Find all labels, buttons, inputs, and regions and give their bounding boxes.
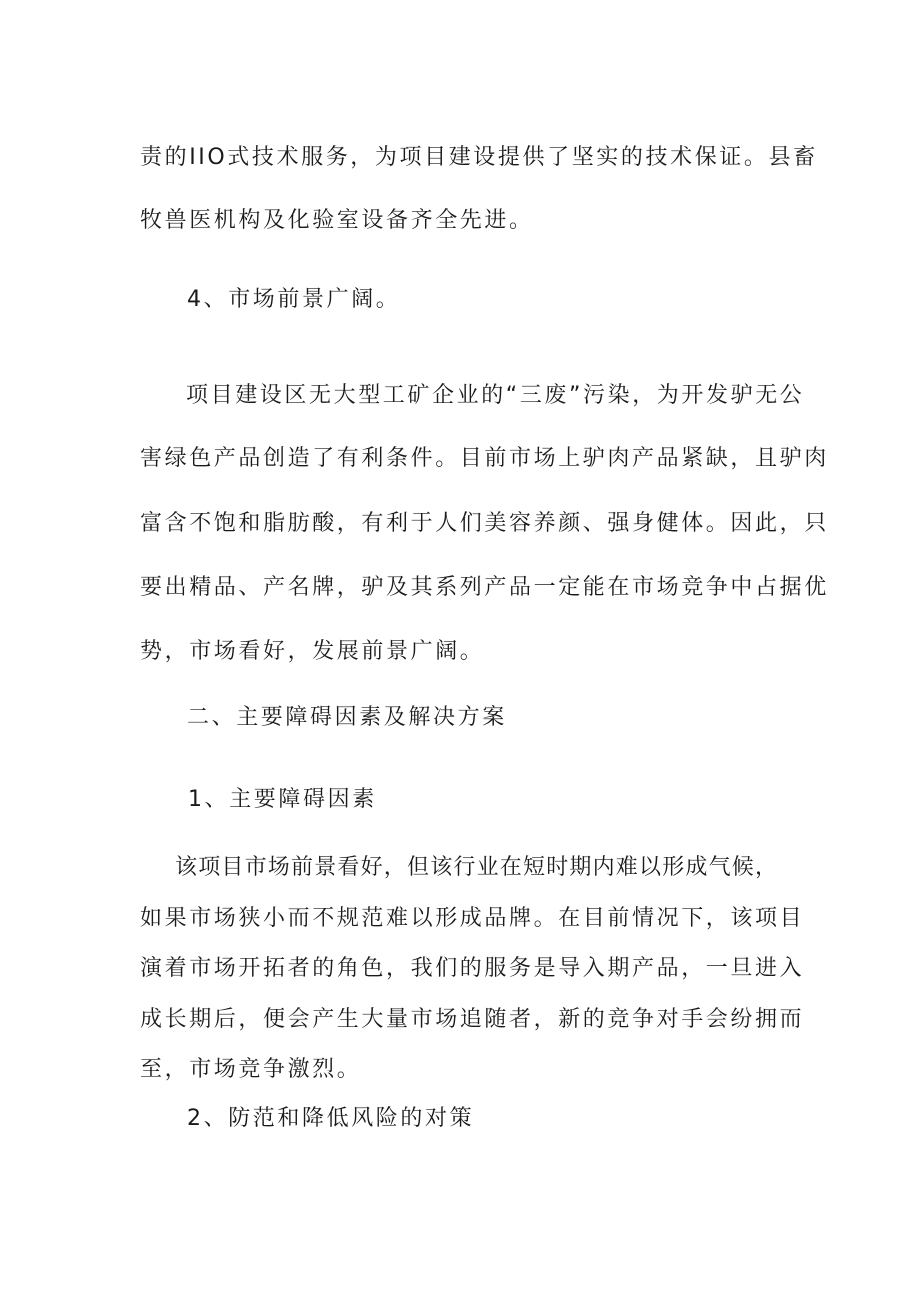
section-4-heading: 4、市场前景广阔。	[187, 287, 401, 312]
part-2-heading: 二、主要障碍因素及解决方案	[187, 705, 507, 730]
sub-1-line-1: 该项目市场前景看好，但该行业在短时期内难以形成气候，	[175, 855, 779, 880]
continuation-line-2: 牧兽医机构及化验室设备齐全先进。	[140, 208, 534, 233]
sub-1-line-4: 成长期后，便会产生大量市场追随者，新的竞争对手会纷拥而	[140, 1007, 805, 1032]
section-4-line-1: 项目建设区无大型工矿企业的“三废”污染，为开发驴无公	[186, 383, 805, 408]
sub-2-heading: 2、防范和降低风险的对策	[187, 1106, 475, 1131]
section-4-line-5: 势，市场看好，发展前景广阔。	[140, 639, 485, 664]
sub-1-heading: 1、主要障碍因素	[188, 787, 377, 812]
continuation-line-1: 责的IIO式技术服务，为项目建设提供了坚实的技术保证。县畜	[140, 145, 818, 170]
section-4-line-2: 害绿色产品创造了有利条件。目前市场上驴肉产品紧缺，且驴肉	[140, 446, 829, 471]
sub-1-line-3: 演着市场开拓者的角色，我们的服务是导入期产品，一旦进入	[140, 956, 805, 981]
sub-1-line-5: 至，市场竞争激烈。	[140, 1057, 362, 1082]
section-4-line-3: 富含不饱和脂肪酸，有利于人们美容养颜、强身健体。因此，只	[140, 511, 829, 536]
sub-1-line-2: 如果市场狭小而不规范难以形成品牌。在目前情况下，该项目	[140, 906, 805, 931]
section-4-line-4: 要出精品、产名牌，驴及其系列产品一定能在市场竞争中占据优	[140, 575, 829, 600]
